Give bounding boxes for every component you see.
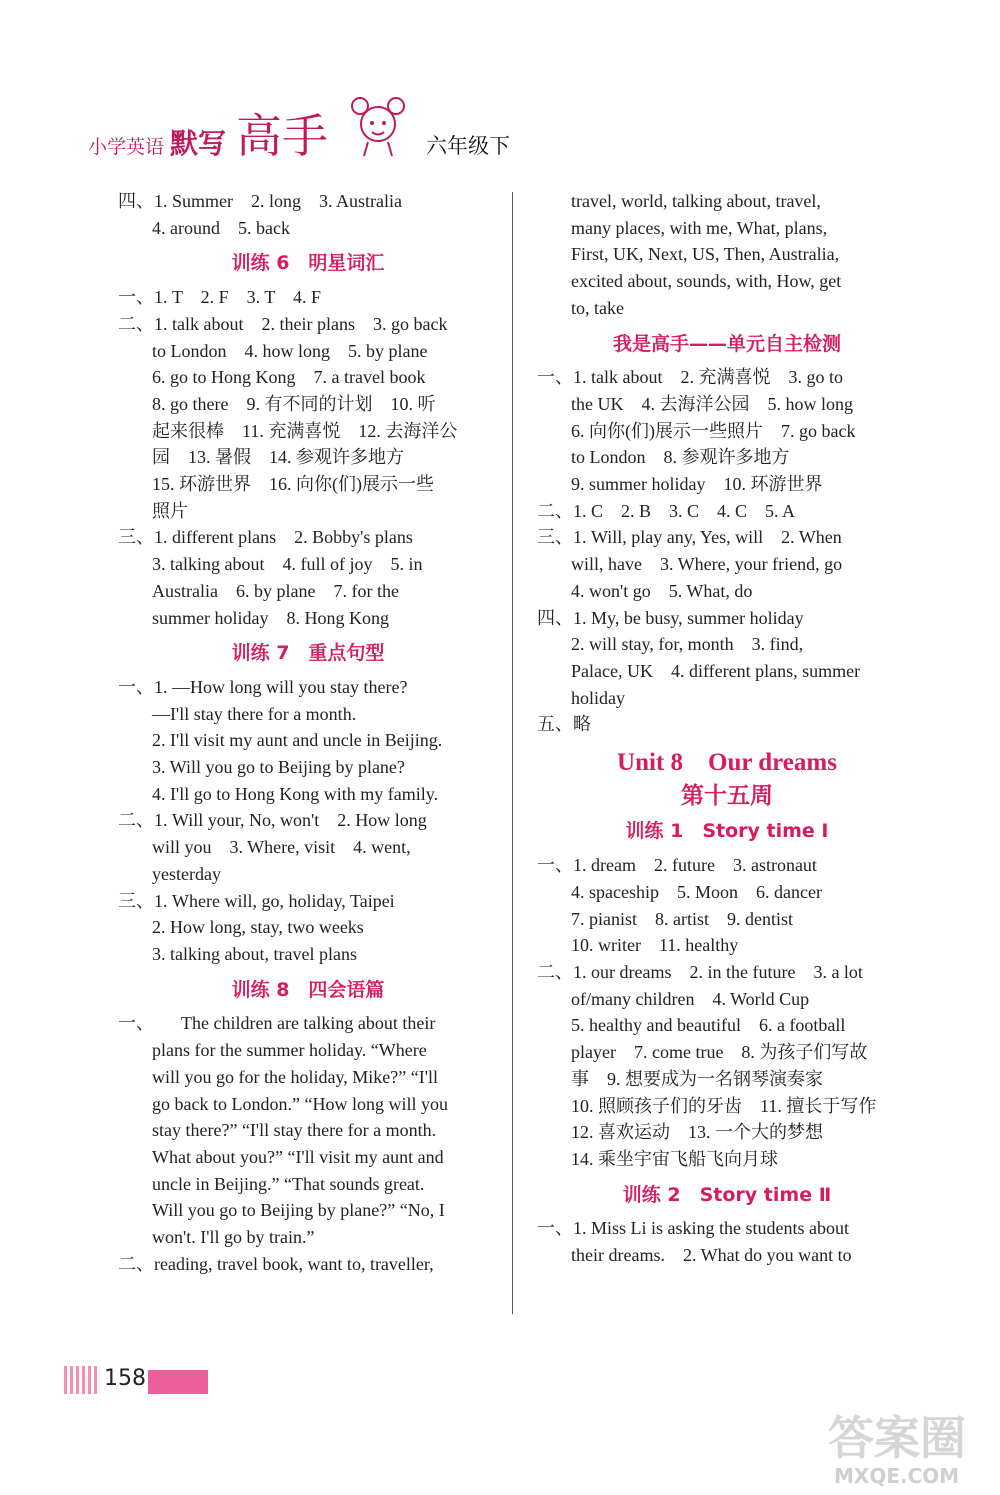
answer-line: 5. healthy and beautiful 6. a football [571, 1015, 846, 1036]
answer-line: summer holiday 8. Hong Kong [152, 607, 389, 628]
answer-line: 12. 喜欢运动 13. 一个大的梦想 [571, 1122, 823, 1143]
answer-line: 二、1. talk about 2. their plans 3. go back [118, 313, 448, 334]
answer-line: 2. will stay, for, month 3. find, [571, 634, 804, 655]
answer-line: 二、1. our dreams 2. in the future 3. a lot [537, 961, 863, 982]
answer-line: Palace, UK 4. different plans, summer [571, 660, 861, 681]
answer-line: 3. talking about 4. full of joy 5. in [152, 554, 423, 575]
answer-line: 三、1. Will, play any, Yes, will 2. When [537, 527, 842, 548]
answer-line: 7. pianist 8. artist 9. dentist [571, 908, 793, 929]
answer-line: 4. spaceship 5. Moon 6. dancer [571, 881, 822, 902]
answer-line: 事 9. 想要成为一名钢琴演奏家 [571, 1068, 823, 1089]
page-number-decoration-left [64, 1366, 98, 1394]
answer-line: 三、1. Where will, go, holiday, Taipei [118, 890, 395, 911]
answer-line: stay there?” “I'll stay there for a month. [152, 1120, 437, 1141]
answer-line: 园 13. 暑假 14. 参观许多地方 [152, 447, 404, 468]
answer-line: 一、1. Miss Li is asking the students about [537, 1218, 849, 1239]
answer-line: 四、1. My, be busy, summer holiday [537, 607, 804, 628]
answer-line: plans for the summer holiday. “Where [152, 1040, 427, 1061]
answer-line: 一、 The children are talking about their [118, 1013, 436, 1034]
answer-line: 一、1. dream 2. future 3. astronaut [537, 855, 817, 876]
answer-line: Australia 6. by plane 7. for the [152, 580, 399, 601]
answer-line: 15. 环游世界 16. 向你(们)展示一些 [152, 474, 434, 495]
answer-line: 8. go there 9. 有不同的计划 10. 听 [152, 393, 436, 414]
section-heading: 训练 2 Story time Ⅱ [622, 1183, 832, 1206]
series-title-big: 高手 [236, 109, 328, 163]
answer-line: of/many children 4. World Cup [571, 988, 810, 1009]
page-header [88, 90, 528, 170]
answer-line: the UK 4. 去海洋公园 5. how long [571, 393, 853, 414]
answer-line: 9. summer holiday 10. 环游世界 [571, 474, 823, 495]
left-answer-column [118, 188, 498, 1277]
watermark [828, 1392, 988, 1487]
answer-line: Will you go to Beijing by plane?” “No, I [152, 1200, 445, 1221]
answer-line: will, have 3. Where, your friend, go [571, 554, 843, 575]
right-answer-column [537, 188, 917, 1269]
answer-line: uncle in Beijing.” “That sounds great. [152, 1173, 425, 1194]
page-number-footer [64, 1364, 209, 1396]
grade-label: 六年级下 [426, 134, 510, 158]
answer-line: What about you?” “I'll visit my aunt and [152, 1146, 444, 1167]
answer-line: 二、1. Will your, No, won't 2. How long [118, 810, 427, 831]
answer-line: to London 4. how long 5. by plane [152, 340, 428, 361]
answer-line: travel, world, talking about, travel, [571, 191, 821, 211]
answer-line: 三、1. different plans 2. Bobby's plans [118, 527, 413, 548]
answer-line: many places, with me, What, plans, [571, 217, 828, 238]
answer-line: 10. 照顾孩子们的牙齿 11. 擅长于写作 [571, 1095, 877, 1116]
section-heading: 训练 6 明星词汇 [231, 252, 385, 275]
answer-line: 14. 乘坐宇宙飞船飞向月球 [571, 1148, 778, 1169]
answer-line: 2. I'll visit my aunt and uncle in Beijing. [152, 730, 443, 751]
answer-line: 6. 向你(们)展示一些照片 7. go back [571, 420, 856, 441]
answer-line: 二、reading, travel book, want to, traveller, [118, 1253, 434, 1274]
answer-line: 4. I'll go to Hong Kong with my family. [152, 783, 439, 804]
series-title-small: 小学英语 [88, 136, 165, 158]
answer-line: 3. Will you go to Beijing by plane? [152, 757, 405, 778]
answer-line: 四、1. Summer 2. long 3. Australia [118, 191, 402, 211]
answer-line: 照片 [152, 500, 188, 521]
answer-line: 4. won't go 5. What, do [571, 580, 753, 601]
answer-line: 一、1. talk about 2. 充满喜悦 3. go to [537, 367, 843, 388]
week-heading: 第十五周 [681, 782, 773, 809]
answer-line: 五、略 [537, 714, 591, 735]
mascot-girl-icon [338, 90, 418, 160]
answer-line: 2. How long, stay, two weeks [152, 917, 364, 938]
answer-line: First, UK, Next, US, Then, Australia, [571, 244, 840, 265]
answer-line: 6. go to Hong Kong 7. a travel book [152, 367, 426, 388]
answer-line: their dreams. 2. What do you want to [571, 1245, 852, 1266]
answer-line: holiday [571, 687, 625, 708]
answer-line: go back to London.” “How long will you [152, 1093, 448, 1114]
column-divider [512, 192, 513, 1314]
answer-line: —I'll stay there for a month. [152, 703, 357, 724]
answer-line: 一、1. T 2. F 3. T 4. F [118, 287, 322, 308]
answer-line: 起来很棒 11. 充满喜悦 12. 去海洋公 [152, 420, 458, 441]
answer-line: to London 8. 参观许多地方 [571, 447, 790, 468]
unit-heading: Unit 8 Our dreams [617, 749, 837, 777]
watermark-logo: 答案圈 [828, 1411, 966, 1465]
answer-line: player 7. come true 8. 为孩子们写故 [571, 1042, 868, 1063]
answer-line: 3. talking about, travel plans [152, 943, 357, 964]
section-heading: 训练 8 四会语篇 [231, 978, 385, 1001]
answer-line: will you 3. Where, visit 4. went, [152, 837, 411, 858]
answer-line: 一、1. —How long will you stay there? [118, 676, 408, 697]
answer-line: excited about, sounds, with, How, get [571, 271, 842, 292]
answer-line: to, take [571, 297, 624, 318]
answer-line: won't. I'll go by train.” [152, 1227, 315, 1248]
answer-line: will you go for the holiday, Mike?” “I'll [152, 1066, 439, 1087]
answer-line: yesterday [152, 863, 221, 884]
page-number-decoration-right [148, 1370, 208, 1394]
series-title-mid: 默写 [170, 127, 227, 160]
section-heading: 训练 7 重点句型 [231, 642, 385, 665]
answer-line: 二、1. C 2. B 3. C 4. C 5. A [537, 500, 796, 521]
section-heading: 训练 1 Story time Ⅰ [625, 820, 829, 843]
answer-line: 10. writer 11. healthy [571, 935, 739, 956]
watermark-url: MXQE.COM [834, 1464, 960, 1488]
answer-line: 4. around 5. back [152, 217, 290, 238]
page-number: 158 [104, 1366, 146, 1391]
section-heading: 我是高手——单元自主检测 [612, 332, 841, 355]
